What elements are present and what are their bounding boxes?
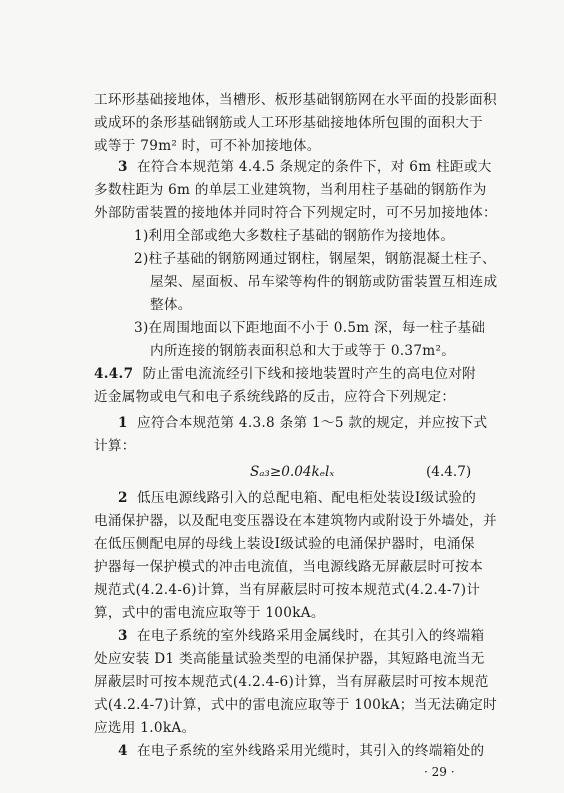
body-line: 多数柱距为 6m 的单层工业建筑物，当利用柱子基础的钢筋作为 [94,182,487,198]
list-item: 3)在周围地面以下距地面不小于 0.5m 深，每一柱子基础 [134,320,486,336]
body-line: 3 在符合本规范第 4.4.5 条规定的条件下，对 6m 柱距或大 [118,159,492,175]
body-line: 近金属物或电气和电子系统线路的反击，应符合下列规定： [94,389,456,405]
body-line: 3 在电子系统的室外线路采用金属线时，在其引入的终端箱 [118,628,485,644]
clause-number: 1 [118,415,128,431]
body-line: 在低压侧配电屏的母线上装设Ⅰ级试验的电涌保护器时，电涌保 [94,536,475,552]
clause-number: 3 [118,159,128,175]
body-line: 外部防雷装置的接地体并同时符合下列规定时，可不另加接地体： [94,205,497,221]
clause-number: 4.4.7 [94,366,134,382]
body-line: 或等于 79m² 时，可不补加接地体。 [94,138,321,154]
list-item: 1)利用全部或绝大多数柱子基础的钢筋作为接地体。 [134,228,455,244]
body-line: 计算： [94,438,136,454]
body-line: 规范式(4.2.4-6)计算，当有屏蔽层时可按本规范式(4.2.4-7)计 [94,582,481,598]
body-line: 4.4.7 防止雷电流流经引下线和接地装置时产生的高电位对附 [94,366,477,382]
clause-number: 4 [118,743,128,759]
body-line: 式(4.2.4-7)计算，式中的雷电流应取等于 100kA；当无法确定时 [94,697,498,713]
body-line: 1 应符合本规范第 4.3.8 条第 1～5 款的规定，并应按下式 [118,415,488,431]
formula: Sₐ₃≥0.04kₑlₓ [250,464,335,480]
body-line: 护器每一保护模式的冲击电流值，当电源线路无屏蔽层时可按本 [94,559,484,575]
body-line: 或成环的条形基础钢筋或人工环形基础接地体所包围的面积大于 [94,115,484,131]
list-item: 屋架、屋面板、吊车梁等构件的钢筋或防雷装置互相连成 [150,274,498,290]
body-line: 应选用 1.0kA。 [94,720,196,736]
list-item: 整体。 [150,297,192,313]
body-line: 算，式中的雷电流应取等于 100kA。 [94,605,325,621]
list-item: 内所连接的钢筋表面积总和大于或等于 0.37m²。 [150,343,456,359]
formula-number: (4.4.7) [426,464,472,480]
body-line: 电涌保护器，以及配电变压器设在本建筑物内或附设于外墙处，并 [94,513,497,529]
clause-number: 3 [118,628,128,644]
list-item: 2)柱子基础的钢筋网通过钢柱，钢屋架，钢筋混凝土柱子、 [134,251,496,267]
page-number: · 29 · [424,765,455,779]
body-line: 工环形基础接地体，当槽形、板形基础钢筋网在水平面的投影面积 [94,92,497,108]
body-line: 屏蔽层时可按本规范式(4.2.4-6)计算，当有屏蔽层时可按本规范 [94,674,489,690]
body-line: 处应安装 D1 类高能量试验类型的电涌保护器，其短路电流当无 [94,651,485,667]
body-line: 4 在电子系统的室外线路采用光缆时，其引入的终端箱处的 [118,743,485,759]
clause-number: 2 [118,490,128,506]
body-line: 2 低压电源线路引入的总配电箱、配电柜处装设Ⅰ级试验的 [118,490,477,506]
